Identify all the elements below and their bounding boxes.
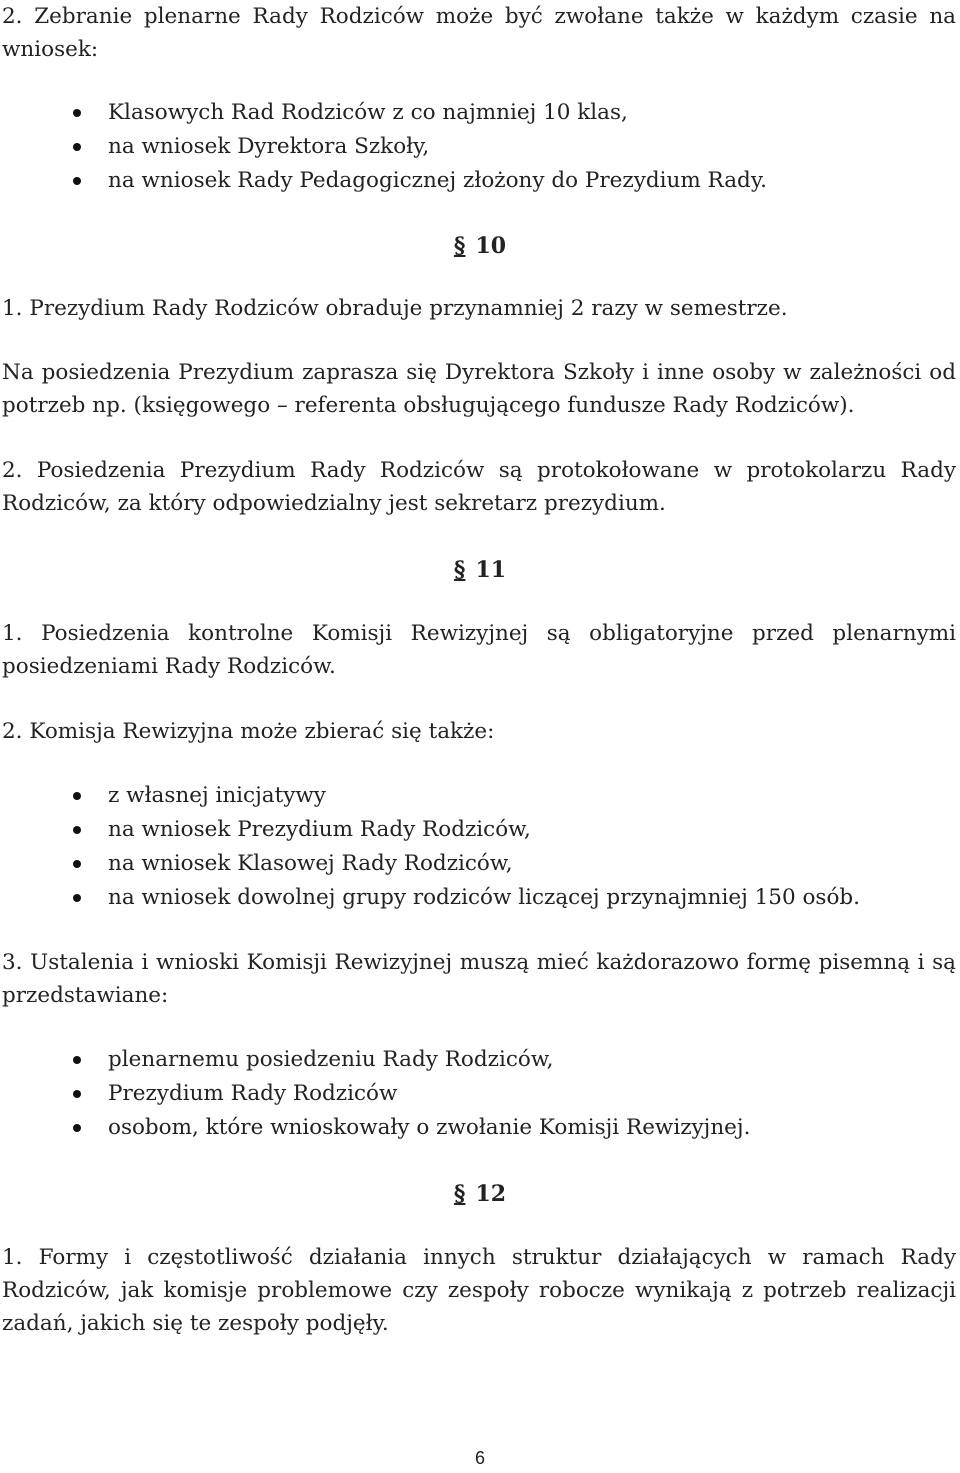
list-item: osobom, które wnioskowały o zwołanie Komisji Rewizyjnej. xyxy=(0,1111,750,1145)
bullet-icon xyxy=(73,1056,81,1064)
bullet-icon xyxy=(73,792,81,800)
bullet-icon xyxy=(73,109,81,117)
paragraph-12-1: 1. Formy i częstotliwość działania innych struktur działających w ramach Rady Rodziców, jak komisje problemowe czy zespoły robocze wynikają z potrzeb realizacji zadań, jakich się te zespoły podjęły. xyxy=(2,1245,956,1336)
paragraph-11-3: 3. Ustalenia i wnioski Komisji Rewizyjnej muszą mieć każdorazowo formę pisemną i są przedstawiane: xyxy=(2,950,956,1008)
section-number: 11 xyxy=(475,557,507,583)
section-heading-12 xyxy=(0,1179,960,1209)
bullet-icon xyxy=(73,894,81,902)
list-item: z własnej inicjatywy xyxy=(0,779,860,813)
section-heading-11 xyxy=(0,555,960,585)
list-item: na wniosek Dyrektora Szkoły, xyxy=(0,130,767,164)
bullet-icon xyxy=(73,826,81,834)
section-sign: § xyxy=(453,557,466,583)
bullet-icon xyxy=(73,177,81,185)
list-item: na wniosek Klasowej Rady Rodziców, xyxy=(0,847,860,881)
paragraph-10-1: 1. Prezydium Rady Rodziców obraduje przynamniej 2 razy w semestrze. xyxy=(2,296,788,321)
list-item: na wniosek Rady Pedagogicznej złożony do Prezydium Rady. xyxy=(0,164,767,198)
list-item: Klasowych Rad Rodziców z co najmniej 10 klas, xyxy=(0,96,767,130)
section-sign: § xyxy=(453,1181,466,1207)
section-heading-10 xyxy=(0,231,960,261)
bullet-icon xyxy=(73,860,81,868)
paragraph-11-2: 2. Komisja Rewizyjna może zbierać się także: xyxy=(2,719,495,744)
section-number: 10 xyxy=(475,233,507,259)
page-number: 6 xyxy=(474,1448,485,1468)
section-number: 12 xyxy=(475,1181,507,1207)
list-item: plenarnemu posiedzeniu Rady Rodziców, xyxy=(0,1043,750,1077)
paragraph-10-2: 2. Posiedzenia Prezydium Rady Rodziców są protokołowane w protokolarzu Rady Rodziców, za który odpowiedzialny jest sekretarz prezydium. xyxy=(2,458,956,516)
bullet-list-11-3 xyxy=(0,1043,750,1145)
section-sign: § xyxy=(453,233,466,259)
bullet-icon xyxy=(73,1090,81,1098)
list-item: Prezydium Rady Rodziców xyxy=(0,1077,750,1111)
list-item: na wniosek dowolnej grupy rodziców liczącej przynajmniej 150 osób. xyxy=(0,881,860,915)
list-item: na wniosek Prezydium Rady Rodziców, xyxy=(0,813,860,847)
bullet-list-11-2 xyxy=(0,779,860,915)
bullet-list-9 xyxy=(0,96,767,198)
bullet-icon xyxy=(73,143,81,151)
bullet-icon xyxy=(73,1124,81,1132)
paragraph-10-1b: Na posiedzenia Prezydium zaprasza się Dyrektora Szkoły i inne osoby w zależności od potrzeb np. (księgowego – referenta obsługującego fundusze Rady Rodziców). xyxy=(2,360,956,418)
paragraph-9-2: 2. Zebranie plenarne Rady Rodziców może być zwołane także w każdym czasie na wniosek: xyxy=(2,4,956,62)
paragraph-11-1: 1. Posiedzenia kontrolne Komisji Rewizyjnej są obligatoryjne przed plenarnymi posiedzeniami Rady Rodziców. xyxy=(2,621,956,679)
